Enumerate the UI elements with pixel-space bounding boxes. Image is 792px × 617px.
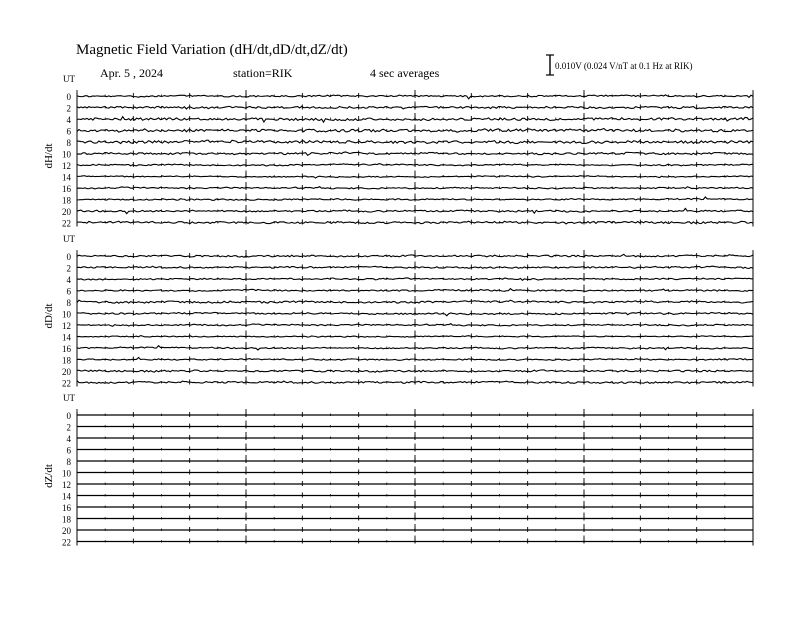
row-label: 6 [66,126,71,137]
row-label: 2 [66,263,71,274]
row-label: 22 [62,537,71,548]
row-label: 10 [62,149,71,160]
row-label: 12 [62,321,71,331]
ut-label: UT [63,74,75,84]
row-label: 12 [62,480,71,490]
row-label: 14 [62,332,71,343]
row-label: 18 [62,514,71,525]
row-label: 6 [66,445,71,456]
row-label: 0 [66,252,71,262]
y-axis-label: dZ/dt [43,464,55,488]
date-label: Apr. 5 , 2024 [100,66,163,80]
row-label: 4 [66,275,71,285]
row-label: 18 [62,195,71,206]
ut-label: UT [63,234,75,244]
y-axis-label: dD/dt [43,303,55,329]
row-label: 16 [62,344,71,354]
panels [43,74,753,548]
panel-dZ-dt [43,393,753,548]
row-label: 16 [62,184,71,194]
row-label: 20 [62,526,71,536]
panel-dD-dt [43,234,753,389]
averaging-label: 4 sec averages [370,66,440,80]
row-label: 6 [66,286,71,297]
scale-bar [546,55,554,75]
y-axis-label: dH/dt [43,143,55,169]
station-label: station=RIK [233,66,293,80]
row-label: 20 [62,367,71,377]
row-label: 20 [62,207,71,217]
panel-dH-dt [43,74,753,229]
row-label: 16 [62,503,71,513]
row-label: 8 [66,138,71,148]
row-label: 4 [66,115,71,125]
ut-label: UT [63,393,75,403]
row-label: 8 [66,298,71,308]
row-label: 2 [66,103,71,114]
chart-title: Magnetic Field Variation (dH/dt,dD/dt,dZ/dt) [76,42,348,58]
row-label: 8 [66,457,71,467]
row-label: 22 [62,218,71,229]
row-label: 10 [62,309,71,320]
scale-note: 0.010V (0.024 V/nT at 0.1 Hz at RIK) [555,61,693,71]
row-label: 4 [66,434,71,444]
row-label: 10 [62,468,71,479]
row-label: 18 [62,355,71,366]
row-label: 14 [62,172,71,183]
row-label: 14 [62,491,71,502]
row-label: 22 [62,378,71,389]
row-label: 0 [66,411,71,421]
row-label: 12 [62,161,71,171]
row-label: 2 [66,422,71,433]
row-label: 0 [66,92,71,102]
